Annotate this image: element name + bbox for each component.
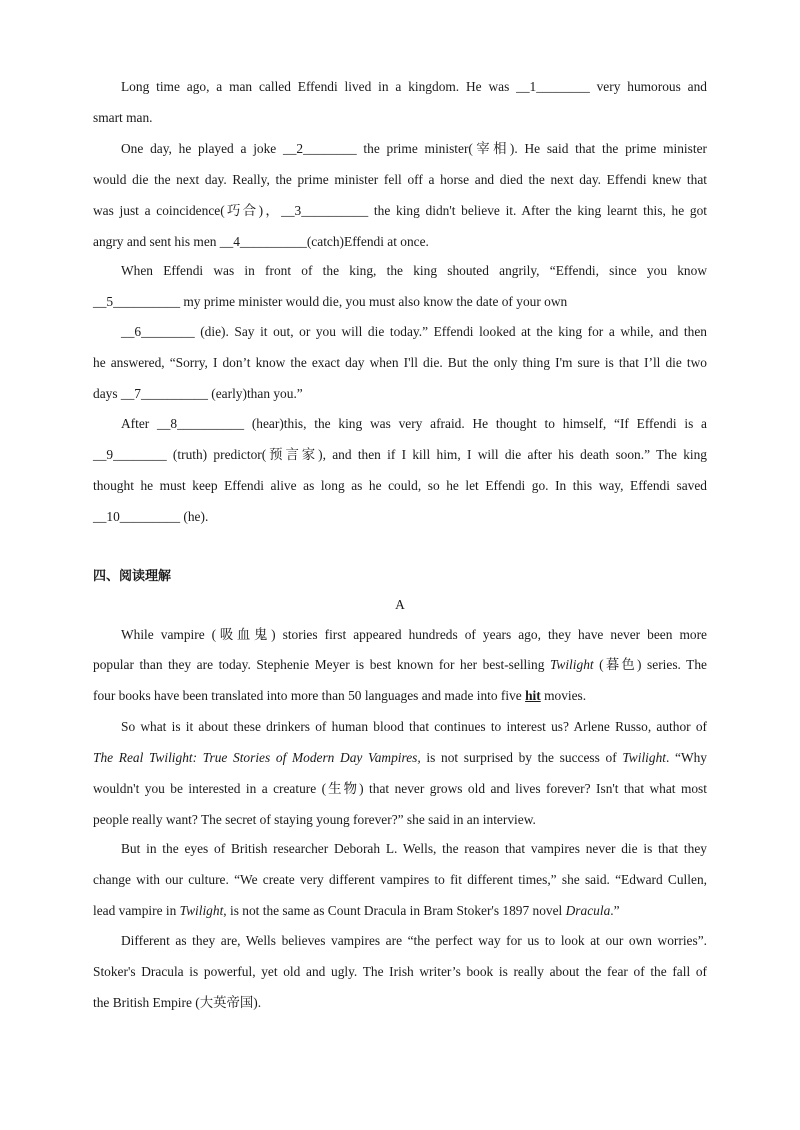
text-span: the British Empire (大英帝国).	[93, 995, 262, 1010]
text-line: smart man.	[93, 110, 153, 125]
text-line: Long time ago, a man called Effendi lived in a kingdom. He was __1________ very humorous and	[121, 79, 707, 94]
italic-title: Dracula	[565, 903, 611, 918]
text-line	[93, 871, 707, 889]
text-span: Stoker's Dracula is powerful, yet old and ugly. The Irish writer’s book is really about the fear of the fall of	[93, 964, 707, 979]
text-line: days __7__________ (early)than you.”	[93, 386, 303, 401]
text-line: was just a coincidence(巧合)，__3__________ the king didn't believe it. After the king learnt this, he got	[93, 203, 707, 218]
italic-title: Twilight	[179, 903, 224, 918]
text-line: After __8__________ (hear)this, the king was very afraid. He thought to himself, “If Effendi is a	[121, 416, 707, 431]
text-span: .”	[610, 903, 620, 918]
text-span: But in the eyes of British researcher Deborah L. Wells, the reason that vampires never die is that they	[121, 841, 707, 856]
text-line	[121, 932, 707, 950]
text-line	[93, 687, 707, 705]
text-span: Different as they are, Wells believes vampires are “the perfect way for us to look at our own worries”.	[121, 933, 707, 948]
text-line: he answered, “Sorry, I don’t know the exact day when I'll die. But the only thing I'm sure is that I’ll die two	[93, 355, 707, 370]
text-span: , is not the same as Count Dracula in Bram Stoker's 1897 novel	[223, 903, 566, 918]
underlined-word: hit	[525, 688, 541, 703]
text-line: __9________ (truth) predictor(预言家), and then if I kill him, I will die after his death soon.” The king	[93, 447, 707, 462]
italic-title: Twilight	[622, 750, 666, 765]
text-span: change with our culture. “We create very different vampires to fit different times,” she said. “Edward Cullen,	[93, 872, 707, 887]
text-line	[121, 718, 707, 736]
text-line: __5__________ my prime minister would die, you must also know the date of your own	[93, 294, 568, 309]
italic-title: Twilight	[549, 657, 594, 672]
text-span: is not surprised by the success of	[420, 750, 623, 765]
text-line	[93, 780, 707, 798]
text-line	[93, 994, 707, 1012]
text-line	[93, 749, 707, 767]
text-line: __6________ (die). Say it out, or you will die today.” Effendi looked at the king for a while, and then	[121, 324, 707, 339]
text-line: One day, he played a joke __2________ the prime minister(宰相). He said that the prime minister	[121, 141, 707, 156]
text-span: . “Why	[666, 750, 707, 765]
text-line	[93, 656, 707, 674]
text-line: thought he must keep Effendi alive as long as he could, so he let Effendi go. In this way, Effendi saved	[93, 478, 707, 493]
text-line: would die the next day. Really, the prime minister fell off a horse and died the next day. Effendi knew that	[93, 172, 707, 187]
text-span: lead vampire in	[93, 903, 180, 918]
text-line	[121, 626, 707, 644]
text-line: angry and sent his men __4__________(catch)Effendi at once.	[93, 234, 429, 249]
text-span: So what is it about these drinkers of human blood that continues to interest us? Arlene Russo, author of	[121, 719, 707, 734]
text-span: popular than they are today. Stephenie Meyer is best known for her best-selling	[93, 657, 550, 672]
text-line	[93, 963, 707, 981]
text-line: __10_________ (he).	[93, 509, 209, 524]
passage-label: A	[395, 597, 405, 612]
text-span: wouldn't you be interested in a creature (生物) that never grows old and lives forever? Isn't that what most	[93, 781, 707, 796]
text-line	[93, 902, 707, 920]
italic-title: The Real Twilight: True Stories of Modern Day Vampires,	[93, 750, 421, 765]
text-line	[93, 811, 707, 829]
text-span: four books have been translated into more than 50 languages and made into five	[93, 688, 526, 703]
text-line: When Effendi was in front of the king, the king shouted angrily, “Effendi, since you know	[121, 263, 707, 278]
text-span: movies.	[540, 688, 587, 703]
text-span: While vampire (吸血鬼) stories first appeared hundreds of years ago, they have never been more	[121, 627, 707, 642]
text-span: people really want? The secret of staying young forever?” she said in an interview.	[93, 812, 536, 827]
section-heading: 四、阅读理解	[93, 569, 172, 584]
text-span: (暮色) series. The	[593, 657, 708, 672]
text-line	[121, 840, 707, 858]
